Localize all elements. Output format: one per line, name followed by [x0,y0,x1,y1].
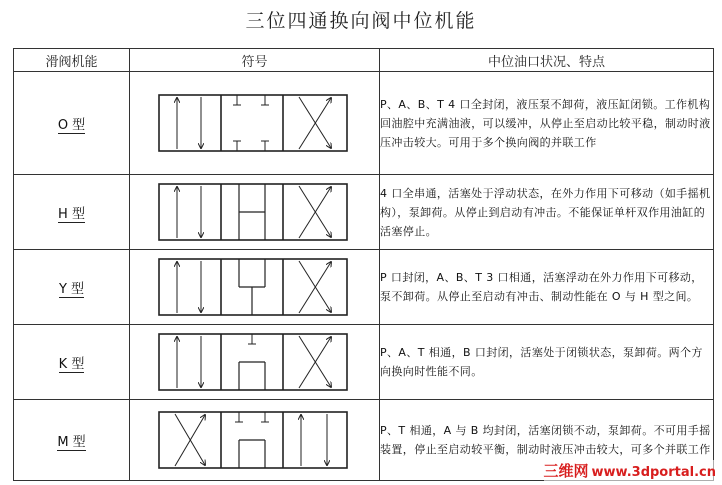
table-row [14,72,714,175]
table-header-row [14,49,714,72]
y-type-symbol-icon [155,256,355,318]
watermark-logo-text: 三维网 [543,462,589,480]
table-row [14,325,714,400]
page-title: 三位四通换向阀中位机能 [245,10,477,32]
m-type-valve-symbol [130,400,380,481]
table-row [14,250,714,325]
row-name-y: Y 型 [14,250,130,325]
header-function: 滑阀机能 [14,49,130,72]
valve-function-table [13,48,714,481]
m-type-symbol-icon [155,409,355,471]
row-desc-m: P、T 相通，A 与 B 均封闭，活塞闭锁不动，泵卸荷。不可用手摇装置，停止至启动较平衡，制动时液压冲击较大，可多个并联工作 [380,400,714,481]
h-type-valve-symbol [130,175,380,250]
row-desc-k: P、A、T 相通，B 口封闭，活塞处于闭锁状态，泵卸荷。两个方向换向时性能不同。 [380,325,714,400]
row-name-k: K 型 [14,325,130,400]
site-watermark [544,460,717,481]
h-type-symbol-icon [155,181,355,243]
row-desc-h: 4 口全串通，活塞处于浮动状态，在外力作用下可移动（如手摇机构），泵卸荷。从停止到启动有冲击。不能保证单杆双作用油缸的活塞停止。 [380,175,714,250]
header-symbol: 符号 [130,49,380,72]
o-type-valve-symbol [130,72,380,175]
row-name-h: H 型 [14,175,130,250]
watermark-url: www.3dportal.cn [591,465,716,480]
table-row [14,175,714,250]
k-type-symbol-icon [155,331,355,393]
row-name-o: O 型 [14,72,130,175]
o-type-symbol-icon [155,92,355,154]
y-type-valve-symbol [130,250,380,325]
header-description: 中位油口状况、特点 [380,49,714,72]
row-desc-y: P 口封闭，A、B、T 3 口相通，活塞浮动在外力作用下可移动，泵不卸荷。从停止至启动有冲击、制动性能在 O 与 H 型之间。 [380,250,714,325]
k-type-valve-symbol [130,325,380,400]
row-name-m: M 型 [14,400,130,481]
row-desc-o: P、A、B、T 4 口全封闭，液压泵不卸荷，液压缸闭锁。工作机构回油腔中充满油液，可以缓冲，从停止至启动比较平稳，制动时液压冲击较大。可用于多个换向阀的并联工作 [380,72,714,175]
